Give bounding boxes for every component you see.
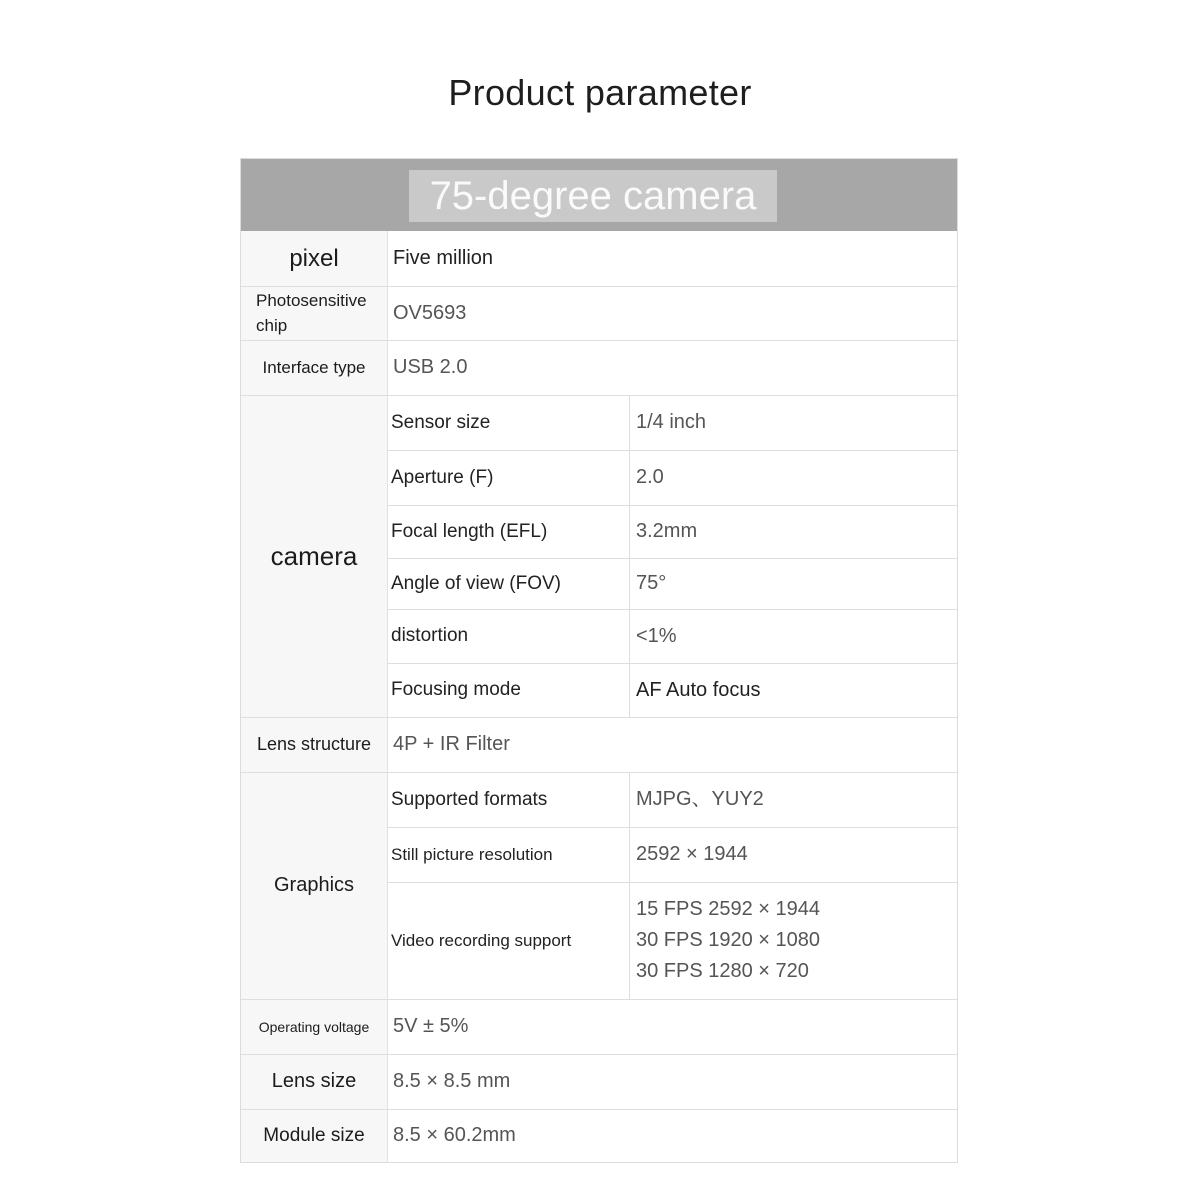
camera-item-value: 1/4 inch — [636, 411, 707, 433]
row-label-module-size: Module size — [263, 1124, 365, 1146]
row-label-pixel: pixel — [289, 244, 339, 272]
row-label-graphics: Graphics — [273, 874, 355, 896]
value-lens-structure: 4P + IR Filter — [393, 733, 510, 755]
row-label-voltage: Operating voltage — [258, 1018, 370, 1035]
value-voltage: 5V ± 5% — [393, 1015, 469, 1037]
row-label-interface: Interface type — [262, 357, 366, 377]
value-lens-size: 8.5 × 8.5 mm — [393, 1070, 511, 1092]
camera-item-name: Focal length (EFL) — [391, 520, 548, 542]
camera-item-name: distortion — [391, 625, 469, 646]
camera-item-value: 75° — [636, 572, 667, 594]
camera-item-value: <1% — [636, 624, 677, 647]
value-module-size: 8.5 × 60.2mm — [393, 1124, 516, 1146]
graphics-item-name: Supported formats — [391, 788, 548, 810]
graphics-item-name: Still picture resolution — [391, 844, 553, 864]
graphics-item-name: Video recording support — [391, 930, 572, 950]
video-mode-line: 30 FPS 1920 × 1080 — [636, 929, 821, 951]
graphics-item-value: MJPG、YUY2 — [636, 788, 764, 810]
banner-title: 75-degree camera — [409, 170, 777, 222]
camera-item-name: Angle of view (FOV) — [391, 572, 561, 594]
video-mode-line: 30 FPS 1280 × 720 — [636, 960, 809, 982]
table-banner — [241, 159, 957, 231]
row-label-camera: camera — [270, 540, 358, 571]
camera-item-value: 2.0 — [636, 466, 664, 488]
value-interface: USB 2.0 — [393, 356, 468, 378]
value-pixel: Five million — [393, 247, 494, 269]
camera-item-value: AF Auto focus — [636, 678, 761, 701]
camera-item-name: Focusing mode — [391, 679, 521, 700]
video-support-values — [630, 882, 957, 999]
camera-item-name: Sensor size — [391, 411, 491, 433]
graphics-item-value: 2592 × 1944 — [636, 843, 748, 865]
video-mode-line: 15 FPS 2592 × 1944 — [636, 898, 821, 920]
row-label-lens-structure: Lens structure — [256, 734, 372, 754]
camera-item-value: 3.2mm — [636, 520, 698, 542]
camera-item-name: Aperture (F) — [391, 466, 494, 488]
row-label-chip: Photosensitive chip — [256, 291, 367, 335]
parameter-table — [240, 158, 958, 1163]
value-chip: OV5693 — [393, 301, 467, 324]
page-title: Product parameter — [448, 72, 752, 113]
row-label-lens-size: Lens size — [271, 1070, 357, 1092]
